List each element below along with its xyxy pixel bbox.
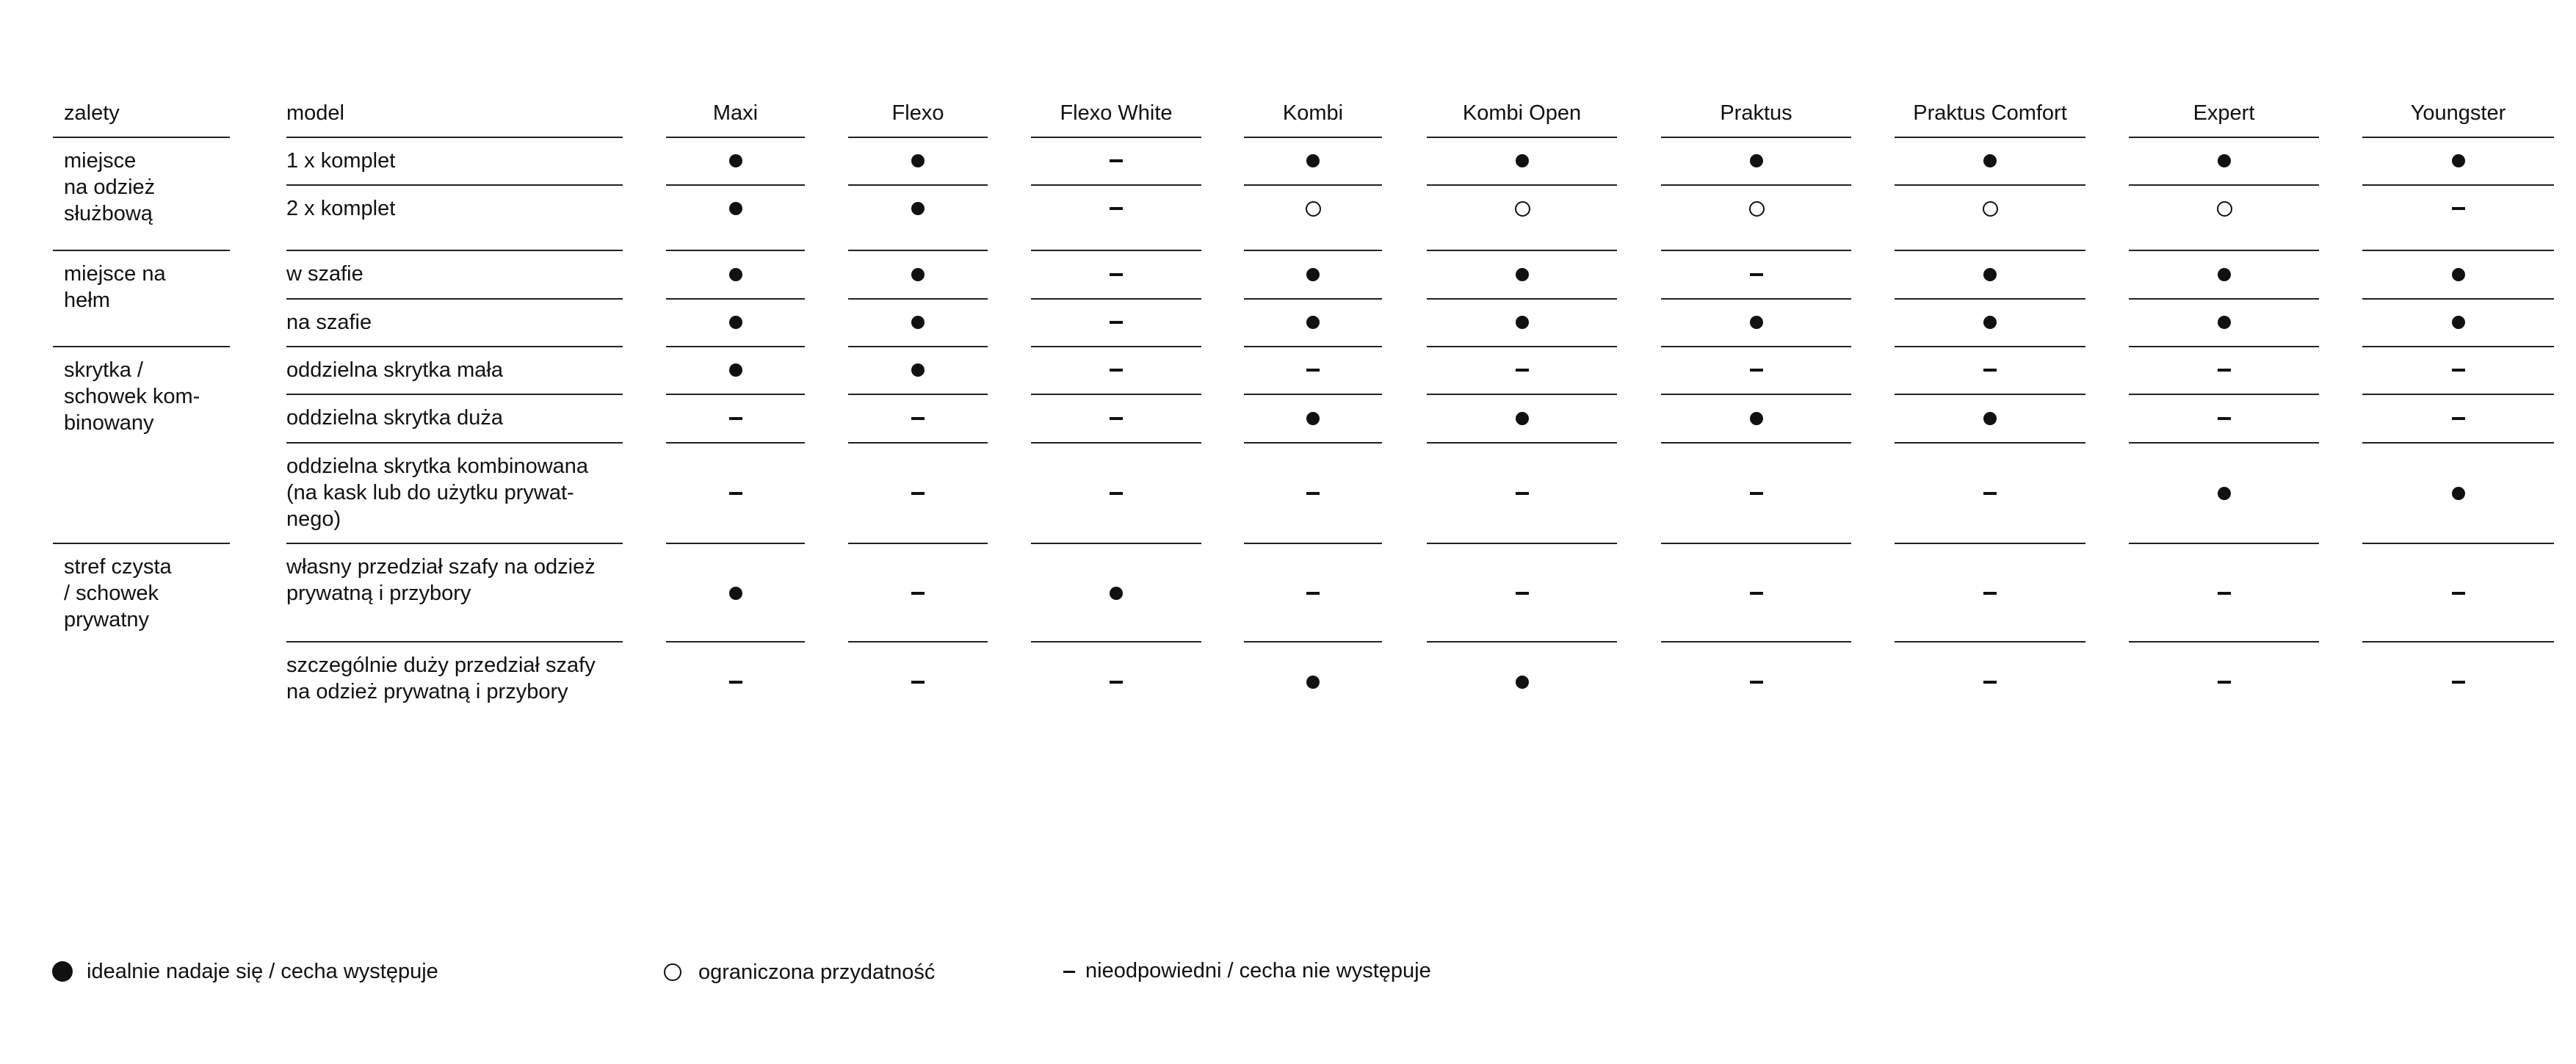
dash-icon bbox=[1110, 273, 1123, 276]
row-rule bbox=[1427, 346, 1617, 347]
dash-icon bbox=[1750, 681, 1763, 684]
group-label: prywatny bbox=[64, 608, 150, 631]
dash-icon bbox=[1750, 492, 1763, 495]
filled-circle-icon bbox=[729, 363, 742, 377]
row-rule bbox=[2362, 641, 2554, 643]
row-rule bbox=[2129, 250, 2319, 251]
row-rule bbox=[1895, 250, 2085, 251]
filled-circle-icon bbox=[1983, 316, 1997, 329]
row-rule bbox=[1031, 641, 1201, 643]
dash-icon bbox=[1110, 417, 1123, 420]
legend-none-icon bbox=[1063, 971, 1075, 973]
filled-circle-icon bbox=[729, 202, 742, 215]
row-rule bbox=[1031, 346, 1201, 347]
row-rule bbox=[1244, 346, 1382, 347]
dash-icon bbox=[2452, 207, 2465, 210]
filled-circle-icon bbox=[911, 154, 925, 167]
row-rule bbox=[1427, 250, 1617, 251]
dash-icon bbox=[2452, 369, 2465, 372]
row-rule bbox=[1661, 250, 1851, 251]
header-model: model bbox=[286, 101, 344, 125]
row-rule bbox=[848, 641, 988, 643]
model-header-6: Praktus Comfort bbox=[1913, 101, 2067, 125]
filled-circle-icon bbox=[729, 268, 742, 281]
dash-icon bbox=[1306, 369, 1320, 372]
dash-icon bbox=[1110, 681, 1123, 684]
row-rule bbox=[666, 442, 805, 444]
row-rule-model bbox=[286, 641, 623, 643]
row-label: szczególnie duży przedział szafy bbox=[286, 654, 596, 677]
row-rule bbox=[1661, 641, 1851, 643]
model-header-3: Kombi bbox=[1282, 101, 1344, 125]
row-label: oddzielna skrytka kombinowana bbox=[286, 455, 589, 478]
row-rule bbox=[666, 250, 805, 251]
row-rule bbox=[1895, 184, 2085, 186]
filled-circle-icon bbox=[1516, 676, 1529, 689]
row-rule bbox=[1031, 184, 1201, 186]
row-label: prywatną i przybory bbox=[286, 582, 471, 605]
header-rule-col-8 bbox=[2362, 137, 2554, 138]
filled-circle-icon bbox=[911, 363, 925, 377]
row-rule bbox=[2362, 184, 2554, 186]
filled-circle-icon bbox=[2218, 154, 2231, 167]
dash-icon bbox=[2452, 417, 2465, 420]
row-rule bbox=[2129, 394, 2319, 395]
row-rule bbox=[1895, 641, 2085, 643]
filled-circle-icon bbox=[1516, 154, 1529, 167]
row-label: na odzież prywatną i przybory bbox=[286, 680, 568, 703]
row-rule bbox=[666, 543, 805, 544]
group-label: miejsce bbox=[64, 149, 137, 173]
group-rule bbox=[53, 250, 230, 251]
filled-circle-icon bbox=[2218, 268, 2231, 281]
row-rule bbox=[848, 346, 988, 347]
dash-icon bbox=[1750, 592, 1763, 595]
filled-circle-icon bbox=[911, 268, 925, 281]
row-label: 1 x komplet bbox=[286, 149, 396, 173]
header-rule-col-6 bbox=[1895, 137, 2085, 138]
group-label: skrytka / bbox=[64, 358, 143, 382]
row-rule bbox=[848, 250, 988, 251]
row-rule bbox=[1661, 394, 1851, 395]
row-rule bbox=[1661, 442, 1851, 444]
model-header-8: Youngster bbox=[2410, 101, 2506, 125]
row-rule bbox=[1031, 394, 1201, 395]
row-rule-model bbox=[286, 442, 623, 444]
row-rule bbox=[848, 184, 988, 186]
row-rule bbox=[1661, 346, 1851, 347]
dash-icon bbox=[1110, 492, 1123, 495]
row-rule bbox=[666, 184, 805, 186]
filled-circle-icon bbox=[729, 154, 742, 167]
dash-icon bbox=[2218, 592, 2231, 595]
model-header-1: Flexo bbox=[891, 101, 944, 125]
row-rule bbox=[666, 298, 805, 300]
row-rule bbox=[848, 394, 988, 395]
model-header-4: Kombi Open bbox=[1462, 101, 1582, 125]
header-rule-col-7 bbox=[2129, 137, 2319, 138]
legend-limited-label: ograniczona przydatność bbox=[698, 960, 936, 984]
header-rule-col-3 bbox=[1244, 137, 1382, 138]
row-rule bbox=[1427, 394, 1617, 395]
filled-circle-icon bbox=[1983, 412, 1997, 425]
dash-icon bbox=[911, 492, 925, 495]
dash-icon bbox=[1983, 492, 1997, 495]
filled-circle-icon bbox=[729, 316, 742, 329]
row-rule bbox=[1244, 250, 1382, 251]
dash-icon bbox=[2218, 681, 2231, 684]
legend-none-label: nieodpowiedni / cecha nie występuje bbox=[1085, 959, 1431, 982]
dash-icon bbox=[1306, 592, 1320, 595]
filled-circle-icon bbox=[1306, 316, 1320, 329]
row-rule bbox=[1895, 394, 2085, 395]
row-label: na szafie bbox=[286, 311, 372, 334]
row-rule bbox=[2129, 298, 2319, 300]
legend-limited-icon bbox=[664, 963, 681, 981]
row-rule-model bbox=[286, 346, 623, 347]
open-circle-icon bbox=[1749, 201, 1765, 217]
open-circle-icon bbox=[1515, 201, 1530, 217]
header-rule-model bbox=[286, 137, 623, 138]
filled-circle-icon bbox=[2218, 316, 2231, 329]
dash-icon bbox=[1110, 369, 1123, 372]
row-rule bbox=[2362, 442, 2554, 444]
dash-icon bbox=[1110, 207, 1123, 210]
row-rule bbox=[1895, 442, 2085, 444]
row-rule bbox=[2362, 298, 2554, 300]
row-rule bbox=[2129, 442, 2319, 444]
dash-icon bbox=[1516, 592, 1529, 595]
filled-circle-icon bbox=[2452, 487, 2465, 500]
dash-icon bbox=[1110, 159, 1123, 162]
row-rule bbox=[1427, 298, 1617, 300]
row-rule-model bbox=[286, 298, 623, 300]
row-rule bbox=[1895, 543, 2085, 544]
row-label: w szafie bbox=[286, 262, 363, 286]
open-circle-icon bbox=[2217, 201, 2232, 217]
dash-icon bbox=[1750, 369, 1763, 372]
group-label: schowek kom- bbox=[64, 385, 200, 408]
row-rule bbox=[1244, 543, 1382, 544]
dash-icon bbox=[1983, 592, 1997, 595]
dash-icon bbox=[2452, 592, 2465, 595]
header-rule-col-0 bbox=[666, 137, 805, 138]
row-rule bbox=[2129, 543, 2319, 544]
row-rule bbox=[1661, 184, 1851, 186]
row-label: 2 x komplet bbox=[286, 197, 396, 220]
filled-circle-icon bbox=[1306, 154, 1320, 167]
dash-icon bbox=[1110, 321, 1123, 324]
dash-icon bbox=[911, 417, 925, 420]
row-rule-model bbox=[286, 394, 623, 395]
row-rule bbox=[848, 298, 988, 300]
filled-circle-icon bbox=[729, 587, 742, 600]
row-rule-model bbox=[286, 543, 623, 544]
model-header-2: Flexo White bbox=[1060, 101, 1173, 125]
row-rule bbox=[1427, 184, 1617, 186]
group-label: binowany bbox=[64, 411, 154, 435]
row-rule bbox=[1031, 543, 1201, 544]
row-rule bbox=[1031, 442, 1201, 444]
filled-circle-icon bbox=[1516, 268, 1529, 281]
row-label: nego) bbox=[286, 507, 341, 531]
row-label: (na kask lub do użytku prywat- bbox=[286, 481, 574, 504]
header-rule-benefits bbox=[53, 137, 230, 138]
row-rule bbox=[2129, 641, 2319, 643]
row-rule-model bbox=[286, 250, 623, 251]
dash-icon bbox=[729, 417, 742, 420]
row-label: oddzielna skrytka mała bbox=[286, 358, 503, 382]
row-rule bbox=[1244, 394, 1382, 395]
filled-circle-icon bbox=[1306, 412, 1320, 425]
filled-circle-icon bbox=[2452, 154, 2465, 167]
dash-icon bbox=[911, 592, 925, 595]
row-rule bbox=[1427, 641, 1617, 643]
header-rule-col-5 bbox=[1661, 137, 1851, 138]
dash-icon bbox=[1516, 369, 1529, 372]
filled-circle-icon bbox=[1306, 268, 1320, 281]
open-circle-icon bbox=[1983, 201, 1998, 217]
model-header-0: Maxi bbox=[712, 101, 759, 125]
filled-circle-icon bbox=[2452, 268, 2465, 281]
header-rule-col-1 bbox=[848, 137, 988, 138]
row-rule bbox=[1661, 298, 1851, 300]
filled-circle-icon bbox=[1983, 154, 1997, 167]
row-rule bbox=[848, 543, 988, 544]
row-rule bbox=[1427, 442, 1617, 444]
row-rule bbox=[2129, 346, 2319, 347]
row-rule bbox=[1031, 298, 1201, 300]
model-header-7: Expert bbox=[2193, 101, 2255, 125]
row-rule bbox=[1244, 298, 1382, 300]
dash-icon bbox=[2452, 681, 2465, 684]
dash-icon bbox=[1306, 492, 1320, 495]
model-header-5: Praktus bbox=[1720, 101, 1792, 125]
group-rule bbox=[53, 346, 230, 347]
row-rule bbox=[1244, 442, 1382, 444]
row-rule bbox=[2362, 346, 2554, 347]
filled-circle-icon bbox=[1750, 154, 1763, 167]
group-label: stref czysta bbox=[64, 555, 172, 579]
row-rule bbox=[848, 442, 988, 444]
row-rule bbox=[666, 641, 805, 643]
legend-full-icon bbox=[52, 961, 73, 982]
row-label: własny przedział szafy na odzież bbox=[286, 555, 596, 579]
dash-icon bbox=[2218, 369, 2231, 372]
filled-circle-icon bbox=[1516, 412, 1529, 425]
legend-full-label: idealnie nadaje się / cecha występuje bbox=[87, 960, 438, 983]
dash-icon bbox=[911, 681, 925, 684]
row-rule bbox=[2362, 543, 2554, 544]
group-label: / schowek bbox=[64, 582, 159, 605]
row-rule bbox=[1661, 543, 1851, 544]
filled-circle-icon bbox=[1750, 412, 1763, 425]
dash-icon bbox=[1750, 273, 1763, 276]
header-rule-col-2 bbox=[1031, 137, 1201, 138]
filled-circle-icon bbox=[911, 316, 925, 329]
open-circle-icon bbox=[1306, 201, 1321, 217]
filled-circle-icon bbox=[1983, 268, 1997, 281]
filled-circle-icon bbox=[2218, 487, 2231, 500]
header-benefits: zalety bbox=[64, 101, 120, 125]
group-label: służbową bbox=[64, 202, 153, 225]
row-rule bbox=[1244, 184, 1382, 186]
dash-icon bbox=[2218, 417, 2231, 420]
row-rule bbox=[2362, 394, 2554, 395]
filled-circle-icon bbox=[1110, 587, 1123, 600]
dash-icon bbox=[1516, 492, 1529, 495]
filled-circle-icon bbox=[1750, 316, 1763, 329]
group-label: na odzież bbox=[64, 175, 156, 199]
filled-circle-icon bbox=[1516, 316, 1529, 329]
dash-icon bbox=[729, 681, 742, 684]
filled-circle-icon bbox=[2452, 316, 2465, 329]
row-rule-model bbox=[286, 184, 623, 186]
row-rule bbox=[666, 346, 805, 347]
group-label: hełm bbox=[64, 289, 110, 312]
row-rule bbox=[2362, 250, 2554, 251]
dash-icon bbox=[1983, 369, 1997, 372]
row-rule bbox=[1031, 250, 1201, 251]
row-rule bbox=[2129, 184, 2319, 186]
filled-circle-icon bbox=[911, 202, 925, 215]
row-label: oddzielna skrytka duża bbox=[286, 406, 503, 430]
row-rule bbox=[1427, 543, 1617, 544]
dash-icon bbox=[1983, 681, 1997, 684]
row-rule bbox=[666, 394, 805, 395]
row-rule bbox=[1895, 298, 2085, 300]
group-rule bbox=[53, 543, 230, 544]
row-rule bbox=[1244, 641, 1382, 643]
group-label: miejsce na bbox=[64, 262, 166, 286]
filled-circle-icon bbox=[1306, 676, 1320, 689]
dash-icon bbox=[729, 492, 742, 495]
row-rule bbox=[1895, 346, 2085, 347]
header-rule-col-4 bbox=[1427, 137, 1617, 138]
